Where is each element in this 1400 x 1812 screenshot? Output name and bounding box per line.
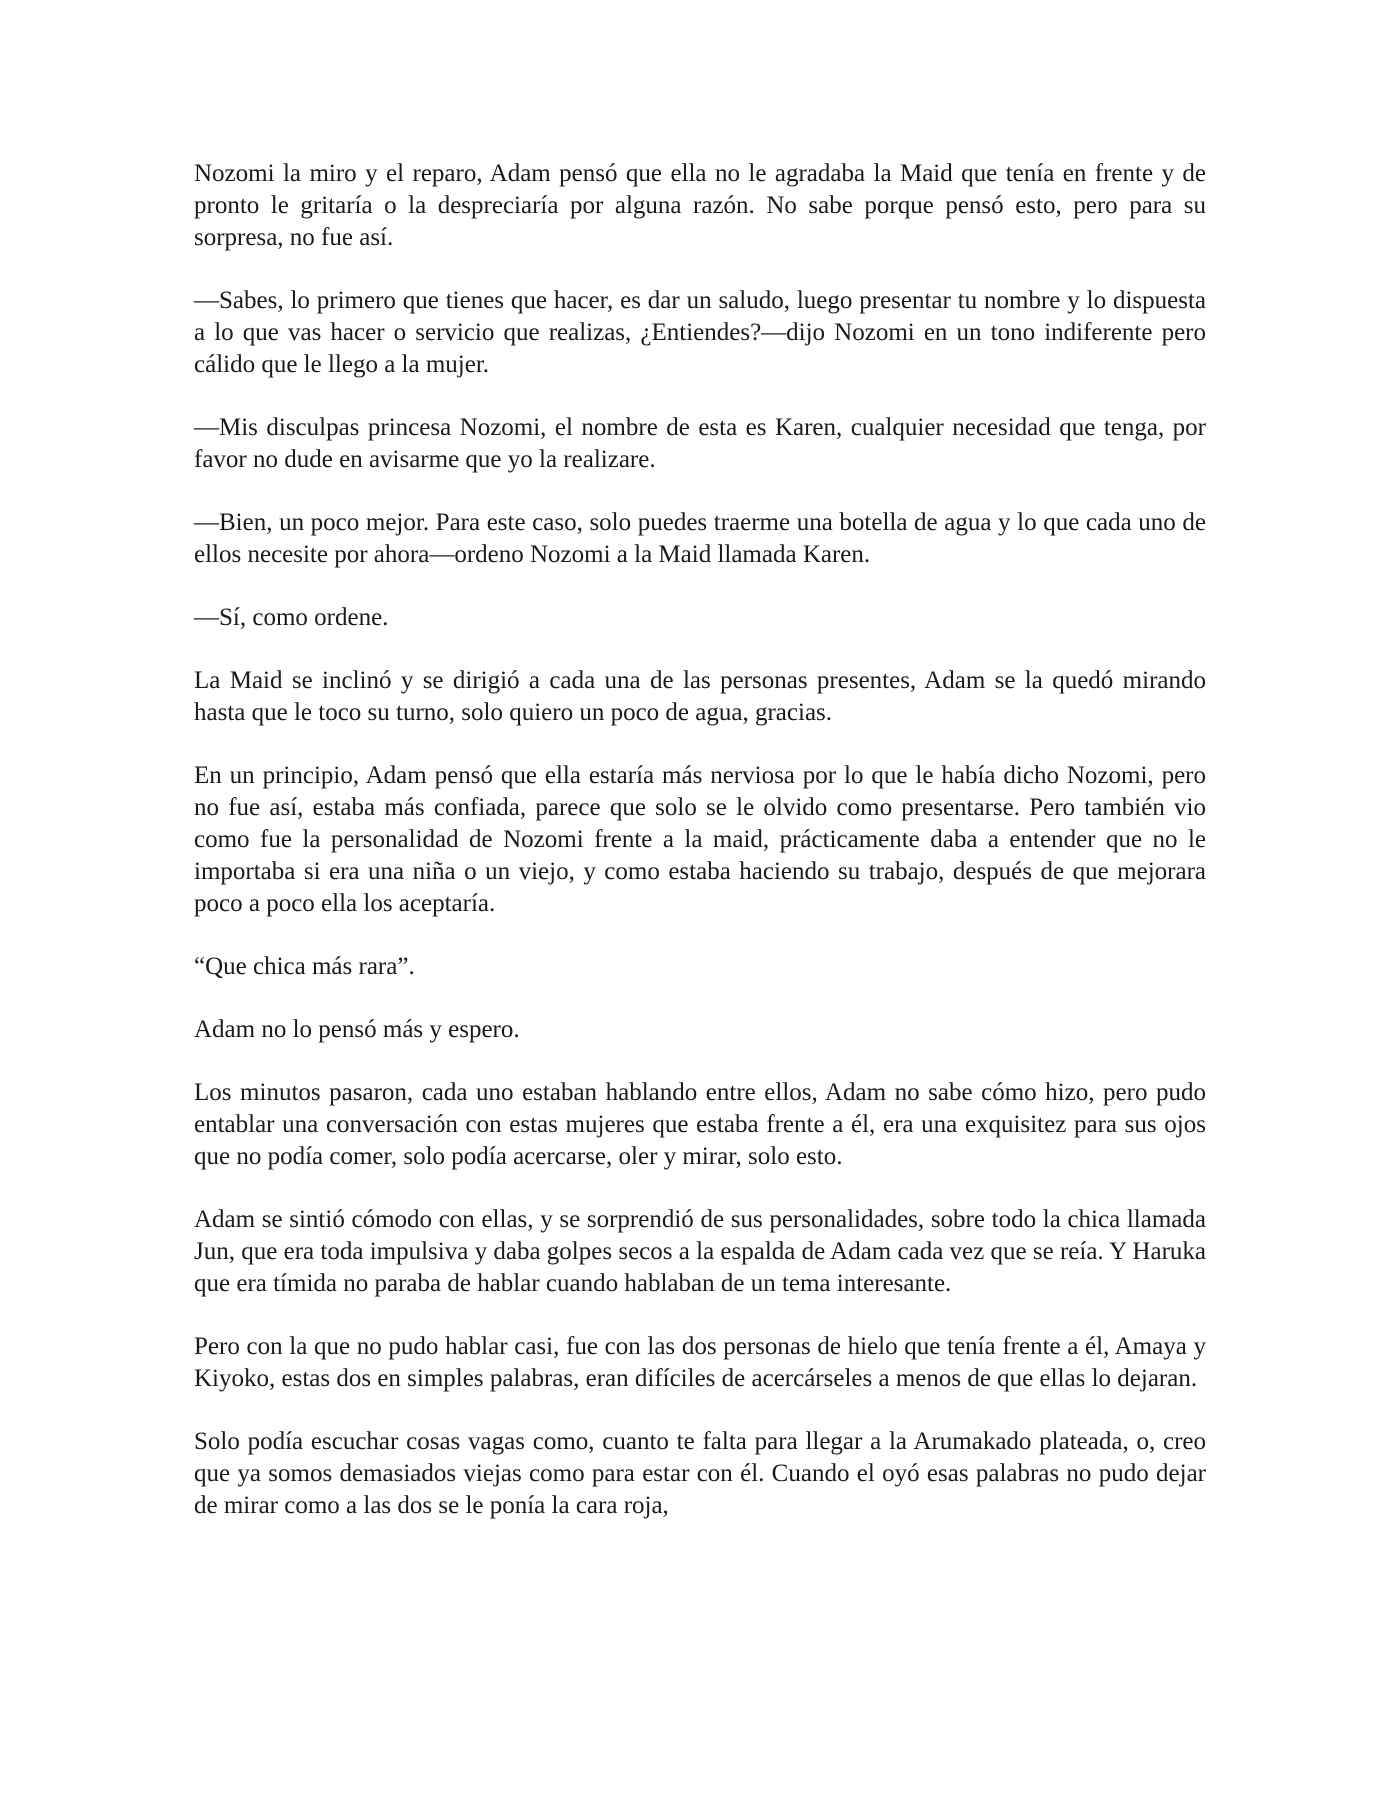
document-body <box>194 158 1206 1553</box>
paragraph: —Sabes, lo primero que tienes que hacer, es dar un saludo, luego presentar tu nombre y lo dispuesta a lo que vas hacer o servicio que realizas, ¿Entiendes?—dijo Nozomi en un tono indiferente pero cálido que le llego a la mujer. <box>194 287 1206 378</box>
paragraph: “Que chica más rara”. <box>194 953 415 980</box>
paragraph: Nozomi la miro y el reparo, Adam pensó que ella no le agradaba la Maid que tenía en frente y de pronto le gritaría o la despreciaría por alguna razón. No sabe porque pensó esto, pero para su sorpresa, no fue así. <box>194 160 1206 251</box>
paragraph: Los minutos pasaron, cada uno estaban hablando entre ellos, Adam no sabe cómo hizo, pero pudo entablar una conversación con estas mujeres que estaba frente a él, era una exquisitez para sus ojos que no podía comer, solo podía acercarse, oler y mirar, solo esto. <box>194 1079 1206 1170</box>
paragraph: Adam se sintió cómodo con ellas, y se sorprendió de sus personalidades, sobre todo la chica llamada Jun, que era toda impulsiva y daba golpes secos a la espalda de Adam cada vez que se reía. Y Haruka que era tímida no paraba de hablar cuando hablaban de un tema interesante. <box>194 1206 1206 1297</box>
paragraph: Solo podía escuchar cosas vagas como, cuanto te falta para llegar a la Arumakado plateada, o, creo que ya somos demasiados viejas como para estar con él. Cuando el oyó esas palabras no pudo dejar de mirar como a las dos se le ponía la cara roja, <box>194 1428 1206 1519</box>
paragraph: En un principio, Adam pensó que ella estaría más nerviosa por lo que le había dicho Nozomi, pero no fue así, estaba más confiada, parece que solo se le olvido como presentarse. Pero también vio como fue la personalidad de Nozomi frente a la maid, prácticamente daba a entender que no le importaba si era una niña o un viejo, y como estaba haciendo su trabajo, después de que mejorara poco a poco ella los aceptaría. <box>194 762 1206 917</box>
paragraph: La Maid se inclinó y se dirigió a cada una de las personas presentes, Adam se la quedó mirando hasta que le toco su turno, solo quiero un poco de agua, gracias. <box>194 667 1206 726</box>
paragraph: Pero con la que no pudo hablar casi, fue con las dos personas de hielo que tenía frente a él, Amaya y Kiyoko, estas dos en simples palabras, eran difíciles de acercárseles a menos de que ellas lo dejaran. <box>194 1333 1206 1392</box>
paragraph: —Mis disculpas princesa Nozomi, el nombre de esta es Karen, cualquier necesidad que tenga, por favor no dude en avisarme que yo la realizare. <box>194 414 1206 473</box>
paragraph: —Bien, un poco mejor. Para este caso, solo puedes traerme una botella de agua y lo que cada uno de ellos necesite por ahora—ordeno Nozomi a la Maid llamada Karen. <box>194 509 1206 568</box>
paragraph: —Sí, como ordene. <box>194 604 389 631</box>
paragraph: Adam no lo pensó más y espero. <box>194 1016 520 1043</box>
